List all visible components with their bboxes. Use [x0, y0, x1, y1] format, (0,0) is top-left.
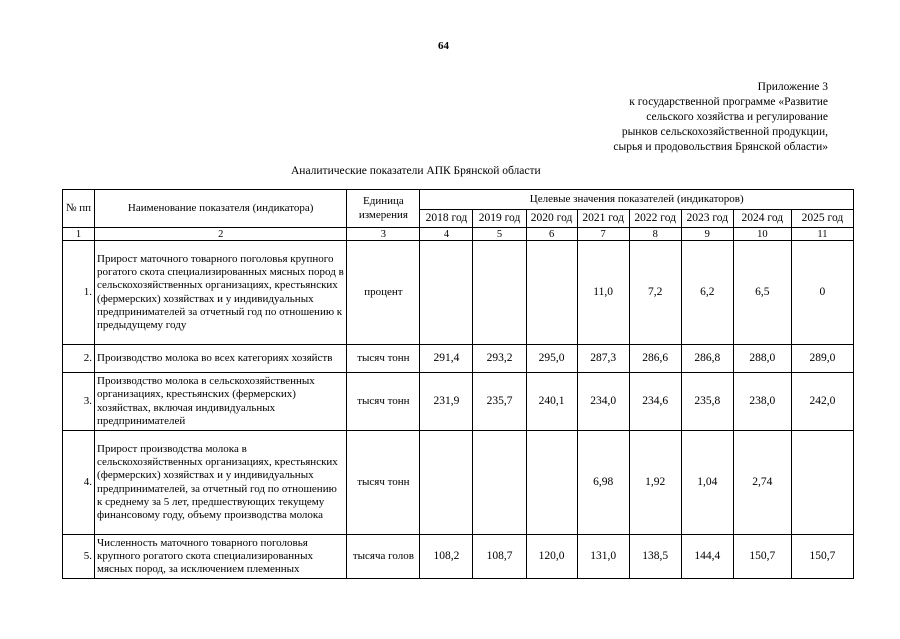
value-cell: 138,5: [629, 535, 681, 579]
header-year: 2019 год: [473, 210, 526, 228]
table-row: [63, 431, 854, 535]
appendix-line: сырья и продовольствия Брянской области»: [613, 141, 828, 153]
header-unit: Единица измерения: [347, 190, 420, 228]
value-cell: 150,7: [733, 535, 791, 579]
header-year: 2022 год: [629, 210, 681, 228]
value-cell: [473, 431, 526, 535]
value-cell: 238,0: [733, 373, 791, 431]
header-year: 2020 год: [526, 210, 577, 228]
table-row: [63, 535, 854, 579]
table-row: [63, 345, 854, 373]
appendix-line: к государственной программе «Развитие: [629, 96, 828, 108]
column-number: 7: [577, 228, 629, 241]
value-cell: 1,04: [681, 431, 733, 535]
header-row: [63, 190, 854, 210]
value-cell: [526, 241, 577, 345]
indicators-table: [62, 189, 854, 579]
header-num: № пп: [63, 190, 95, 228]
column-number: 4: [420, 228, 473, 241]
column-number: 1: [63, 228, 95, 241]
appendix-line: рынков сельскохозяйственной продукции,: [621, 126, 828, 138]
value-cell: [526, 431, 577, 535]
column-numbers-row: [63, 228, 854, 241]
value-cell: 11,0: [577, 241, 629, 345]
value-cell: 240,1: [526, 373, 577, 431]
value-cell: 6,98: [577, 431, 629, 535]
header-year: 2021 год: [577, 210, 629, 228]
value-cell: [791, 431, 853, 535]
value-cell: [473, 241, 526, 345]
value-cell: 289,0: [791, 345, 853, 373]
header-targets: Целевые значения показателей (индикаторов): [420, 190, 854, 210]
table-row: [63, 241, 854, 345]
value-cell: 242,0: [791, 373, 853, 431]
value-cell: 231,9: [420, 373, 473, 431]
page-number: 64: [438, 40, 449, 52]
column-number: 10: [733, 228, 791, 241]
indicator-unit: процент: [347, 241, 420, 345]
value-cell: 0: [791, 241, 853, 345]
value-cell: 6,2: [681, 241, 733, 345]
header-year: 2018 год: [420, 210, 473, 228]
indicator-name: Производство молока в сельскохозяйственных организациях, крестьянских (фермерских) хозяйствах, включая индивидуальных предпринимателей: [95, 373, 347, 431]
value-cell: 144,4: [681, 535, 733, 579]
value-cell: 286,6: [629, 345, 681, 373]
indicator-unit: тысяч тонн: [347, 373, 420, 431]
row-number: 1.: [63, 241, 95, 345]
row-number: 3.: [63, 373, 95, 431]
indicator-name: Прирост маточного товарного поголовья крупного рогатого скота специализированных мясных пород в сельскохозяйственных организациях, крестьянских (фермерских) хозяйствах и у индивидуальных предпринимателей за отчетный год по отношению к предыдущему году: [95, 241, 347, 345]
appendix-note: [613, 80, 828, 155]
value-cell: 108,2: [420, 535, 473, 579]
header-year: 2025 год: [791, 210, 853, 228]
column-number: 11: [791, 228, 853, 241]
header-name: Наименование показателя (индикатора): [95, 190, 347, 228]
value-cell: 287,3: [577, 345, 629, 373]
indicator-name: Производство молока во всех категориях хозяйств: [95, 345, 347, 373]
value-cell: 286,8: [681, 345, 733, 373]
value-cell: 7,2: [629, 241, 681, 345]
appendix-line: сельского хозяйства и регулирование: [646, 111, 828, 123]
column-number: 5: [473, 228, 526, 241]
appendix-line: Приложение 3: [757, 81, 828, 93]
value-cell: 288,0: [733, 345, 791, 373]
row-number: 2.: [63, 345, 95, 373]
header-year: 2024 год: [733, 210, 791, 228]
indicator-unit: тысяча голов: [347, 535, 420, 579]
column-number: 3: [347, 228, 420, 241]
indicator-unit: тысяч тонн: [347, 345, 420, 373]
value-cell: [420, 431, 473, 535]
value-cell: 150,7: [791, 535, 853, 579]
value-cell: 234,6: [629, 373, 681, 431]
value-cell: 120,0: [526, 535, 577, 579]
indicator-name: Прирост производства молока в сельскохозяйственных организациях, крестьянских (фермерских) хозяйствах и у индивидуальных предпринимателей, за отчетный год по отношению к среднему за 5 лет, предшествующих текущему финансовому году, объему производства молока: [95, 431, 347, 535]
value-cell: 293,2: [473, 345, 526, 373]
value-cell: 295,0: [526, 345, 577, 373]
column-number: 6: [526, 228, 577, 241]
value-cell: 234,0: [577, 373, 629, 431]
indicator-unit: тысяч тонн: [347, 431, 420, 535]
column-number: 9: [681, 228, 733, 241]
value-cell: 291,4: [420, 345, 473, 373]
row-number: 4.: [63, 431, 95, 535]
table-title: Аналитические показатели АПК Брянской области: [291, 165, 541, 177]
value-cell: 235,8: [681, 373, 733, 431]
row-number: 5.: [63, 535, 95, 579]
value-cell: [420, 241, 473, 345]
value-cell: 108,7: [473, 535, 526, 579]
column-number: 8: [629, 228, 681, 241]
table-row: [63, 373, 854, 431]
value-cell: 6,5: [733, 241, 791, 345]
header-year: 2023 год: [681, 210, 733, 228]
value-cell: 2,74: [733, 431, 791, 535]
indicator-name: Численность маточного товарного поголовья крупного рогатого скота специализированных мясных пород, за исключением племенных: [95, 535, 347, 579]
column-number: 2: [95, 228, 347, 241]
value-cell: 235,7: [473, 373, 526, 431]
value-cell: 131,0: [577, 535, 629, 579]
value-cell: 1,92: [629, 431, 681, 535]
